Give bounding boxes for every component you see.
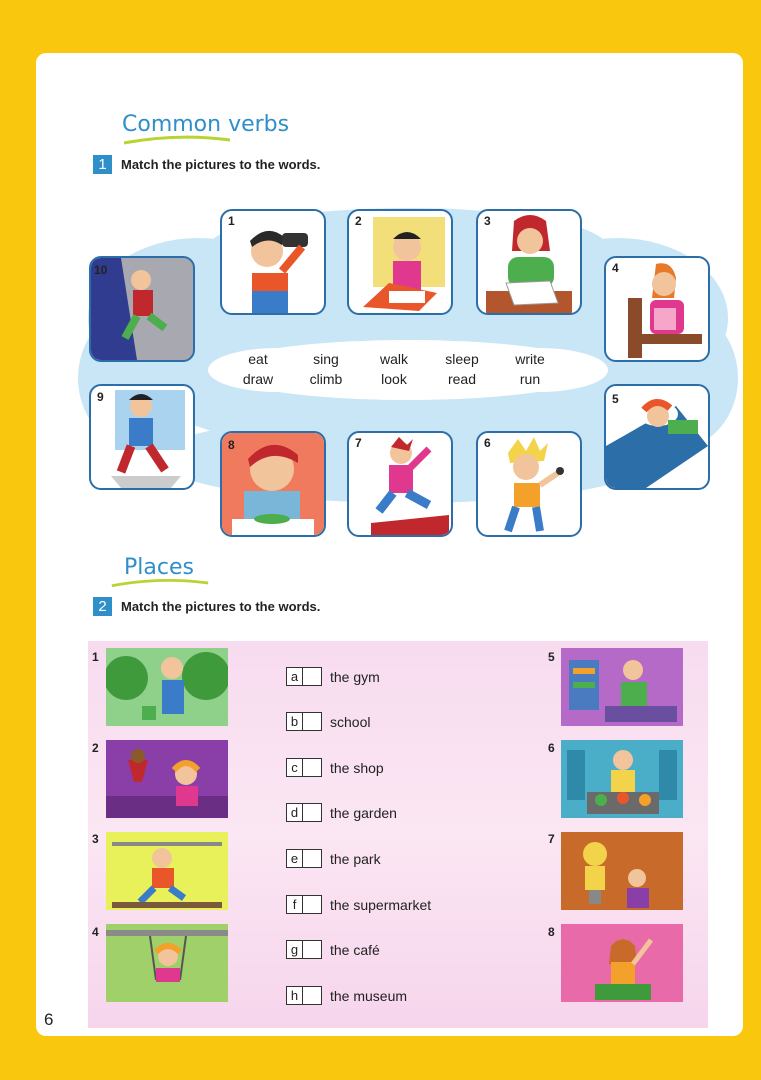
instruction-number: 2	[93, 597, 112, 616]
verb-picture-2[interactable]	[347, 209, 453, 315]
supermarket-scene-icon	[561, 740, 683, 818]
picture-number: 5	[548, 650, 555, 664]
word: read	[447, 371, 477, 387]
answer-box[interactable]	[286, 940, 322, 959]
picture-number: 3	[92, 832, 99, 846]
place-picture-6[interactable]	[561, 740, 683, 818]
option-text: school	[330, 713, 371, 730]
verb-picture-4[interactable]	[604, 256, 710, 362]
answer-box[interactable]	[286, 849, 322, 868]
option-b[interactable]	[286, 712, 370, 731]
answer-box[interactable]	[286, 895, 322, 914]
answer-box[interactable]	[286, 712, 322, 731]
word: sleep	[445, 351, 479, 367]
picture-number: 6	[484, 436, 491, 450]
place-picture-7[interactable]	[561, 832, 683, 910]
section-title-text: Common verbs	[122, 112, 290, 137]
option-letter: f	[287, 896, 303, 913]
boy-singing-icon	[478, 433, 580, 535]
picture-number: 3	[484, 214, 491, 228]
option-text: the park	[330, 850, 381, 867]
girl-sleeping-icon	[606, 386, 708, 488]
option-f[interactable]	[286, 895, 431, 914]
picture-number: 1	[228, 214, 235, 228]
option-c[interactable]	[286, 758, 384, 777]
picture-number: 10	[94, 263, 108, 277]
picture-number: 4	[92, 925, 99, 939]
picture-number: 9	[97, 390, 104, 404]
answer-box[interactable]	[286, 667, 322, 686]
option-text: the museum	[330, 987, 408, 1004]
place-picture-5[interactable]	[561, 648, 683, 726]
picture-number: 5	[612, 392, 619, 406]
option-text: the supermarket	[330, 896, 432, 913]
instruction-text: Match the pictures to the words.	[121, 599, 321, 614]
section-title-text: Places	[124, 555, 194, 580]
option-a[interactable]	[286, 667, 380, 686]
option-letter: c	[287, 759, 303, 776]
word: run	[519, 371, 541, 387]
picture-number: 2	[92, 741, 99, 755]
swoosh-underline-icon	[110, 578, 210, 588]
word: sing	[313, 351, 339, 367]
park-scene-icon	[106, 648, 228, 726]
garden-swing-scene-icon	[106, 924, 228, 1002]
instruction-2	[93, 597, 320, 616]
verb-picture-5[interactable]	[604, 384, 710, 490]
option-g[interactable]	[286, 940, 380, 959]
option-e[interactable]	[286, 849, 381, 868]
gym-scene-icon	[106, 832, 228, 910]
picture-number: 6	[548, 741, 555, 755]
swoosh-underline-icon	[122, 135, 232, 145]
instruction-1	[93, 155, 320, 174]
option-text: the café	[330, 941, 380, 958]
verb-picture-1[interactable]	[220, 209, 326, 315]
answer-box[interactable]	[286, 803, 322, 822]
section-title-places	[124, 555, 194, 580]
boy-eating-icon	[222, 433, 324, 535]
boy-reading-icon	[349, 211, 451, 313]
boy-with-binoculars-icon	[222, 211, 324, 313]
instruction-number: 1	[93, 155, 112, 174]
instruction-text: Match the pictures to the words.	[121, 157, 321, 172]
word: draw	[242, 371, 274, 387]
verb-picture-9[interactable]	[89, 384, 195, 490]
verb-picture-3[interactable]	[476, 209, 582, 315]
girl-drawing-icon	[478, 211, 580, 313]
option-letter: a	[287, 668, 303, 685]
option-text: the garden	[330, 804, 397, 821]
picture-number: 8	[228, 438, 235, 452]
place-picture-2[interactable]	[106, 740, 228, 818]
picture-number: 7	[355, 436, 362, 450]
answer-box[interactable]	[286, 986, 322, 1005]
page-number: 6	[44, 1010, 54, 1029]
word: write	[515, 351, 545, 367]
shop-scene-icon	[561, 648, 683, 726]
museum-scene-icon	[561, 832, 683, 910]
picture-number: 4	[612, 261, 619, 275]
option-letter: g	[287, 941, 303, 958]
option-text: the shop	[330, 759, 384, 776]
picture-number: 2	[355, 214, 362, 228]
option-letter: h	[287, 987, 303, 1004]
option-letter: b	[287, 713, 303, 730]
option-letter: e	[287, 850, 303, 867]
word-bank	[224, 351, 584, 387]
place-picture-1[interactable]	[106, 648, 228, 726]
verb-picture-8[interactable]	[220, 431, 326, 537]
section-title-common-verbs	[122, 112, 289, 137]
girl-writing-icon	[606, 258, 708, 360]
option-h[interactable]	[286, 986, 407, 1005]
boy-walking-icon	[91, 386, 193, 488]
word: walk	[379, 351, 408, 367]
option-text: the gym	[330, 668, 380, 685]
picture-number: 1	[92, 650, 99, 664]
option-d[interactable]	[286, 803, 397, 822]
picture-number: 8	[548, 925, 555, 939]
word: climb	[309, 371, 343, 387]
answer-box[interactable]	[286, 758, 322, 777]
cafe-scene-icon	[106, 740, 228, 818]
picture-number: 7	[548, 832, 555, 846]
place-picture-8[interactable]	[561, 924, 683, 1002]
verb-picture-6[interactable]	[476, 431, 582, 537]
word: eat	[248, 351, 268, 367]
place-picture-4[interactable]	[106, 924, 228, 1002]
verb-picture-7[interactable]	[347, 431, 453, 537]
place-picture-3[interactable]	[106, 832, 228, 910]
word: look	[381, 371, 407, 387]
option-letter: d	[287, 804, 303, 821]
school-scene-icon	[561, 924, 683, 1002]
boy-running-icon	[349, 433, 451, 535]
